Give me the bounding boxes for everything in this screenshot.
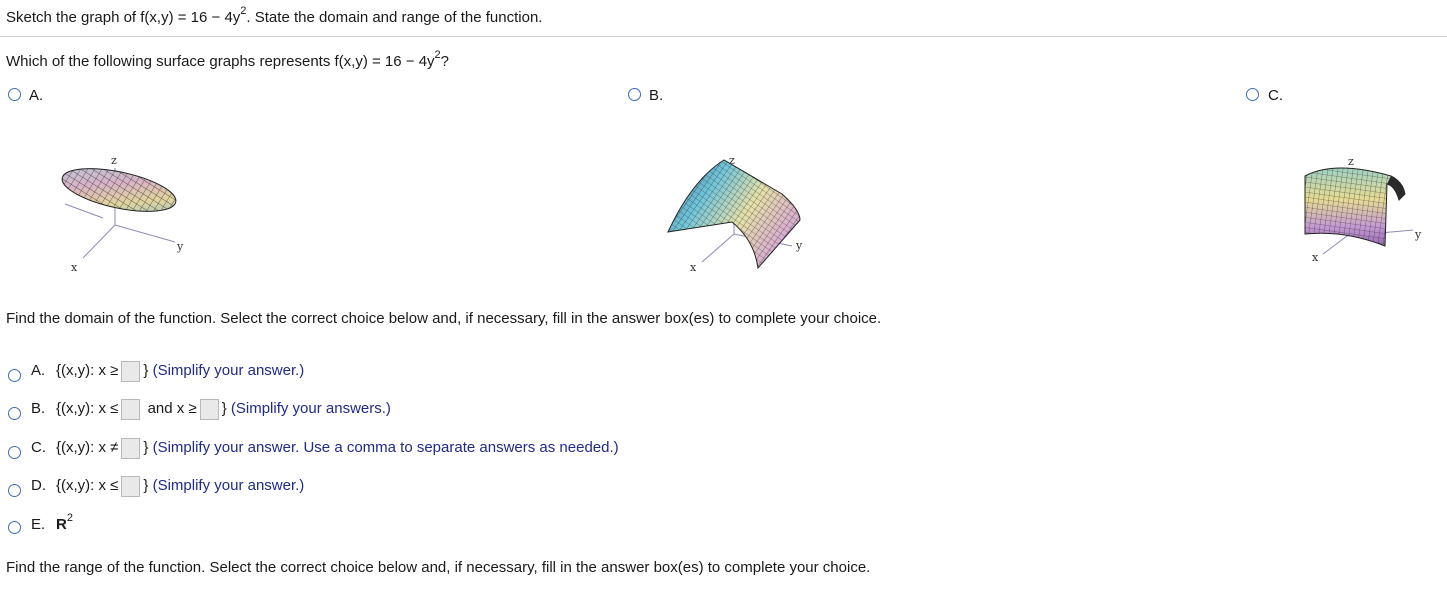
answer-box-c[interactable] [121,438,140,459]
header-divider [0,36,1447,37]
graph-option-a[interactable] [55,150,205,275]
option-letter-b: B. [649,87,664,104]
radio-domain-a[interactable] [8,369,21,382]
answer-box-d[interactable] [121,476,140,497]
graph-option-c[interactable] [1295,150,1425,268]
option-letter-c: C. [1268,87,1283,104]
option-letter-a: A. [29,87,44,104]
answer-box-b2[interactable] [200,399,219,420]
domain-choice-b: B. {(x,y): x ≤ and x ≥ } (Simplify your answers.) [31,398,391,420]
radio-graph-b[interactable] [628,88,641,101]
axis-label-z: z [111,154,117,167]
radio-graph-c[interactable] [1246,88,1259,101]
axis-label-x: x [1312,251,1319,264]
axis-label-x: x [690,261,697,274]
domain-choice-a: A. {(x,y): x ≥ } (Simplify your answer.) [31,360,304,382]
radio-domain-e[interactable] [8,521,21,534]
part1-question: Which of the following surface graphs represents $f(x,y) = 16 - 4y^2$? [6,49,450,70]
graph-option-b[interactable] [662,150,822,275]
axis-label-x: x [71,261,78,274]
axis-label-y: y [177,240,184,253]
radio-graph-a[interactable] [8,88,21,101]
axis-label-y: y [1415,228,1422,241]
range-instruction: Find the range of the function. Select the correct choice below and, if necessary, fill in the answer box(es) to complete your choice. [6,559,871,576]
domain-instruction: Find the domain of the function. Select the correct choice below and, if necessary, fill in the answer box(es) to complete your choice. [6,310,882,327]
axis-label-z: z [729,154,735,167]
question-prompt: Sketch the graph of $f(x,y) = 16 - 4y^2$. State the domain and range of the function. [6,5,543,26]
axis-label-y: y [796,239,803,252]
domain-choice-e: E. $R^2$ [31,512,73,533]
radio-domain-b[interactable] [8,407,21,420]
domain-choice-c: C. {(x,y): x ≠ } (Simplify your answer. Use a comma to separate answers as needed.) [31,437,619,459]
axis-label-z: z [1348,155,1354,168]
answer-box-b1[interactable] [121,399,140,420]
radio-domain-d[interactable] [8,484,21,497]
answer-box-a[interactable] [121,361,140,382]
radio-domain-c[interactable] [8,446,21,459]
domain-choice-d: D. {(x,y): x ≤ } (Simplify your answer.) [31,475,304,497]
